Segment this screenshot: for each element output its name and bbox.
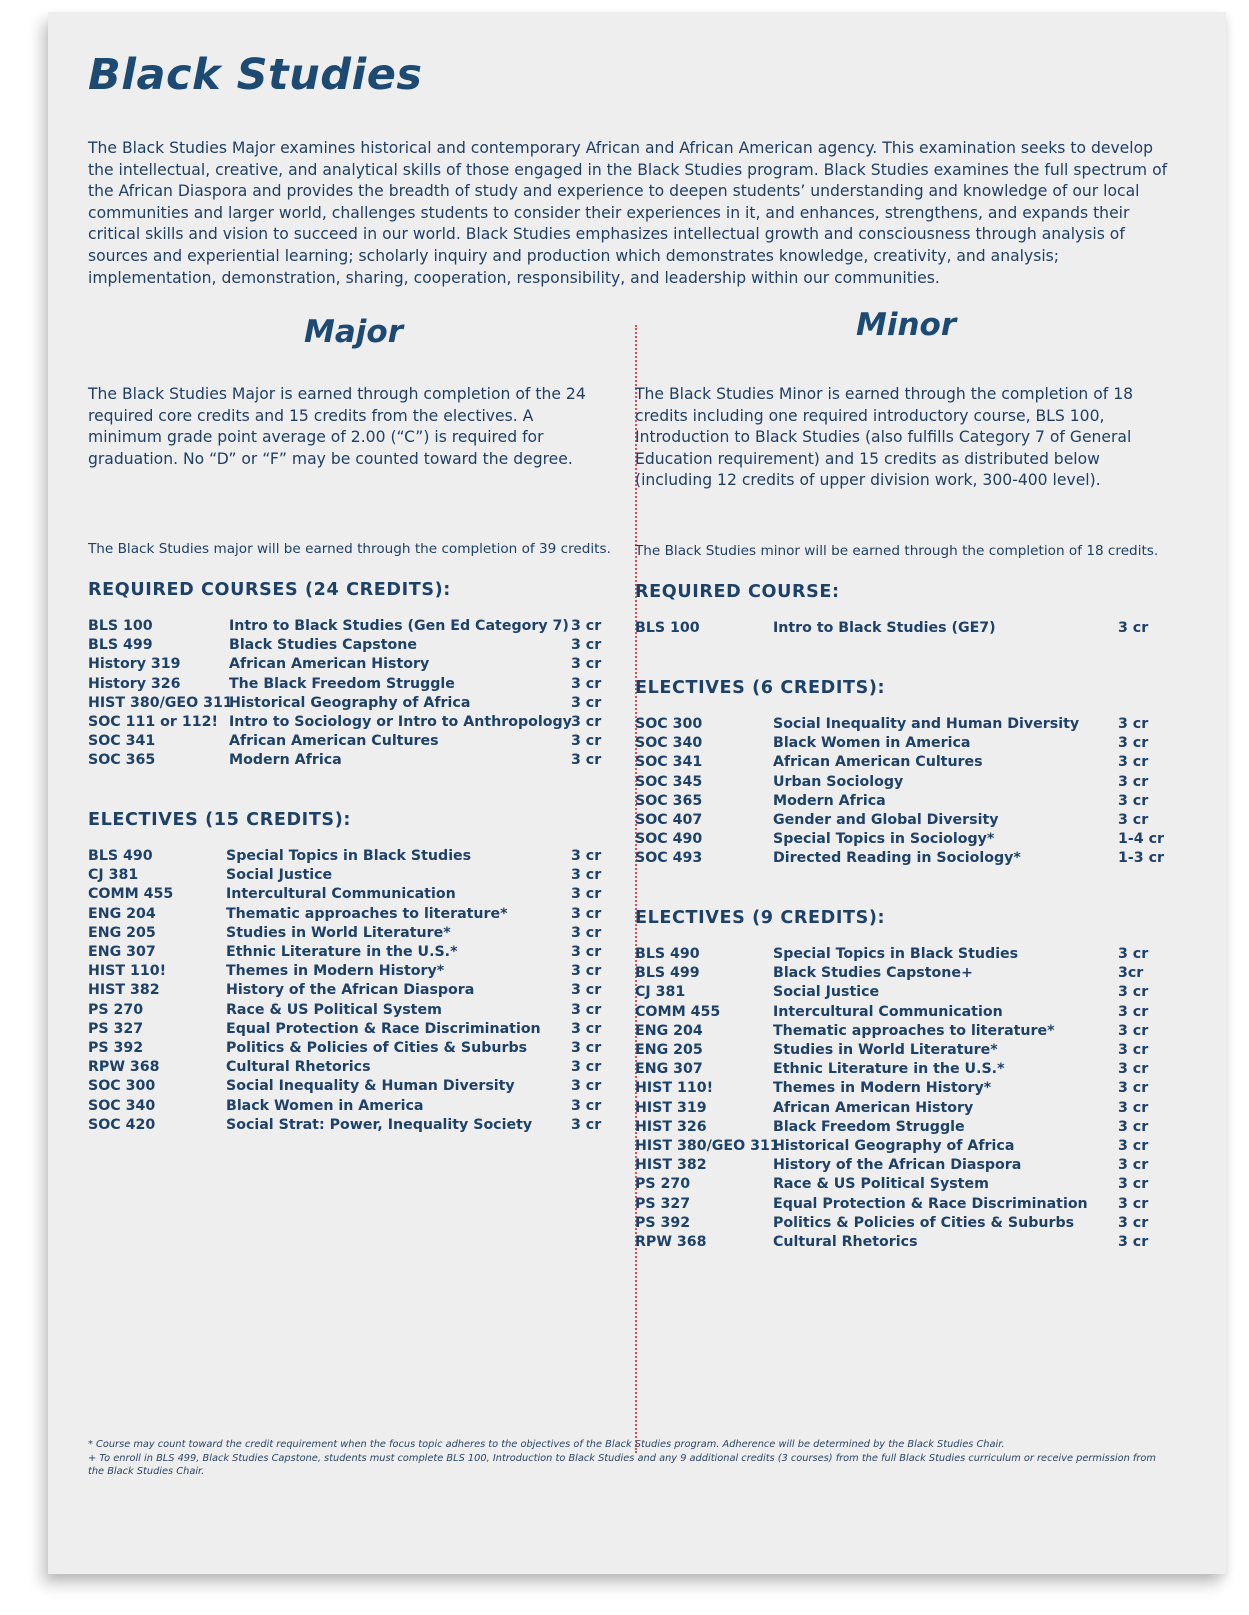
course-row [635, 1023, 1178, 1042]
course-row [635, 716, 1178, 735]
course-credits: 3 cr [571, 1078, 602, 1095]
footnotes [88, 1438, 1168, 1479]
course-row [88, 1002, 631, 1021]
course-name: Equal Protection & Race Discrimination [773, 1195, 1088, 1212]
course-credits: 3 cr [1118, 754, 1149, 771]
course-code: PS 327 [88, 1020, 144, 1037]
course-row [635, 793, 1178, 812]
course-credits: 3 cr [571, 905, 602, 922]
course-credits: 3 cr [1118, 773, 1149, 790]
course-code: ENG 205 [635, 1042, 703, 1058]
minor-electives9-heading: ELECTIVES (9 CREDITS): [635, 908, 886, 928]
course-code: SOC 345 [635, 773, 703, 790]
course-name: Politics & Policies of Cities & Suburbs [773, 1214, 1075, 1231]
course-name: Social Strat: Power, Inequality Society [226, 1116, 533, 1133]
course-credits: 3 cr [571, 618, 602, 634]
course-code: History 319 [88, 656, 181, 673]
course-name: Special Topics in Black Studies [226, 848, 472, 864]
course-code: PS 327 [635, 1195, 691, 1212]
minor-electives6-heading: ELECTIVES (6 CREDITS): [635, 678, 886, 698]
course-code: HIST 382 [88, 982, 160, 999]
major-required-heading: REQUIRED COURSES (24 CREDITS): [88, 580, 451, 600]
course-name: Intercultural Communication [773, 1003, 1003, 1020]
course-row [88, 886, 631, 905]
course-name: Themes in Modern History* [773, 1080, 992, 1097]
course-row [88, 714, 631, 733]
course-code: ENG 307 [88, 944, 156, 960]
course-credits: 3 cr [1118, 716, 1149, 732]
course-credits: 3 cr [571, 944, 602, 960]
course-credits: 3 cr [571, 733, 602, 750]
course-name: Politics & Policies of Cities & Suburbs [226, 1040, 528, 1056]
course-code: PS 270 [635, 1176, 691, 1193]
course-code: SOC 420 [88, 1116, 156, 1133]
course-name: Race & US Political System [773, 1176, 989, 1193]
course-name: Cultural Rhetorics [773, 1234, 918, 1250]
document-page [48, 12, 1226, 1574]
course-credits: 3 cr [1118, 1157, 1149, 1174]
course-row [88, 752, 631, 771]
course-code: ENG 204 [635, 1022, 703, 1039]
course-code: SOC 300 [88, 1078, 156, 1095]
course-name: Black Studies Capstone [229, 637, 417, 654]
course-row [88, 1040, 631, 1059]
course-row [88, 618, 631, 637]
course-code: CJ 381 [88, 867, 139, 884]
course-credits: 3 cr [571, 1097, 602, 1114]
course-credits: 3 cr [571, 982, 602, 999]
course-name: Directed Reading in Sociology* [773, 850, 1021, 867]
course-row [635, 1080, 1178, 1099]
minor-description: The Black Studies Minor is earned through the completion of 18 credits including one required introductory course, BLS 100, Introduction to Black Studies (also fulfills Category 7 of General Education requirement) and 15 credits as distributed below (including 12 credits of upper division work, 300-400 level). [635, 385, 1134, 490]
course-row [635, 1138, 1178, 1157]
course-credits: 3 cr [1118, 1214, 1149, 1231]
course-name: The Black Freedom Struggle [229, 675, 455, 692]
course-row [88, 944, 631, 963]
course-row [88, 1098, 631, 1117]
course-credits: 3 cr [571, 867, 602, 884]
course-name: History of the African Diaspora [773, 1157, 1022, 1174]
course-credits: 3 cr [571, 1040, 602, 1056]
course-name: Special Topics in Sociology* [773, 831, 995, 848]
course-row [88, 867, 631, 886]
course-credits: 3 cr [1118, 1234, 1149, 1250]
course-code: BLS 490 [635, 946, 700, 962]
course-row [88, 656, 631, 675]
course-name: Thematic approaches to literature* [226, 905, 508, 922]
major-completion-note: The Black Studies major will be earned through the completion of 39 credits. [88, 541, 611, 557]
course-name: African American Cultures [773, 754, 983, 771]
course-credits: 3 cr [1118, 812, 1149, 828]
course-row [635, 1100, 1178, 1119]
course-credits: 3 cr [1118, 946, 1149, 962]
course-code: BLS 499 [635, 965, 700, 982]
course-row [635, 1119, 1178, 1138]
course-row [635, 1157, 1178, 1176]
course-row [635, 850, 1178, 869]
course-name: Special Topics in Black Studies [773, 946, 1019, 962]
course-row [635, 831, 1178, 850]
course-code: SOC 341 [635, 754, 703, 771]
course-row [88, 982, 631, 1001]
minor-required-heading: REQUIRED COURSE: [635, 582, 840, 602]
course-code: PS 392 [635, 1214, 691, 1231]
course-name: Intro to Black Studies (Gen Ed Category 7) [229, 618, 569, 634]
course-credits: 3 cr [1118, 1022, 1149, 1039]
course-name: African American History [229, 656, 430, 673]
course-code: SOC 365 [635, 792, 703, 809]
course-credits: 3 cr [571, 1001, 602, 1018]
course-name: Intro to Sociology or Intro to Anthropology [229, 714, 572, 730]
column-divider [635, 325, 637, 1453]
course-code: ENG 307 [635, 1061, 703, 1078]
course-credits: 3 cr [571, 752, 602, 769]
course-code: SOC 340 [635, 735, 703, 752]
course-credits: 3 cr [1118, 792, 1149, 809]
course-name: Intro to Black Studies (GE7) [773, 620, 996, 636]
course-credits: 3 cr [1118, 1080, 1149, 1097]
course-row [635, 1004, 1178, 1023]
course-credits: 3 cr [1118, 1118, 1149, 1135]
course-code: COMM 455 [635, 1003, 721, 1020]
course-name: History of the African Diaspora [226, 982, 475, 999]
course-credits: 3 cr [1118, 735, 1149, 752]
course-row [88, 637, 631, 656]
course-code: PS 392 [88, 1040, 144, 1056]
course-code: SOC 407 [635, 812, 703, 828]
course-row [88, 906, 631, 925]
course-code: HIST 382 [635, 1157, 707, 1174]
intro-paragraph: The Black Studies Major examines historical and contemporary African and African American agency. This examination seeks to develop the intellectual, creative, and analytical skills of those engaged in the Black Studies program. Black Studies examines the full spectrum of the African Diaspora and provides the breadth of study and experience to deepen students’ understanding and knowledge of our local communities and larger world, challenges students to consider their experiences in it, and enhances, strengthens, and expands their critical skills and vision to succeed in our world. Black Studies emphasizes intellectual growth and consciousness through analysis of sources and experiential learning; scholarly inquiry and production which demonstrates knowledge, creativity, and analysis; implementation, demonstration, sharing, cooperation, responsibility, and leadership within our communities. [88, 139, 1168, 287]
course-name: Studies in World Literature* [773, 1042, 998, 1058]
course-credits: 3 cr [1118, 1061, 1149, 1078]
course-row [635, 1061, 1178, 1080]
course-code: RPW 368 [88, 1059, 160, 1076]
course-name: Race & US Political System [226, 1001, 442, 1018]
major-description: The Black Studies Major is earned through completion of the 24 required core credits and 15 credits from the electives. A minimum grade point average of 2.00 (“C”) is required for graduation. No “D” or “F” may be counted toward the degree. [88, 385, 586, 468]
course-code: RPW 368 [635, 1234, 707, 1250]
course-code: BLS 100 [635, 620, 700, 636]
course-credits: 3 cr [571, 1116, 602, 1133]
footnote-plus: + To enroll in BLS 499, Black Studies Capstone, students must complete BLS 100, Introduction to Black Studies and any 9 additional credits (3 courses) from the full Black Studies curriculum or receive permission from the Black Studies Chair. [88, 1452, 1156, 1478]
course-name: African American History [773, 1099, 974, 1116]
course-code: SOC 341 [88, 733, 156, 750]
footnote-asterisk: * Course may count toward the credit requirement when the focus topic adheres to the objectives of the Black Studies program. Adherence will be determined by the Black Studies Chair. [88, 1439, 1005, 1450]
course-code: SOC 111 or 112! [88, 714, 218, 730]
course-row [635, 735, 1178, 754]
course-name: Black Freedom Struggle [773, 1118, 965, 1135]
course-name: Gender and Global Diversity [773, 812, 999, 828]
course-row [88, 1059, 631, 1078]
course-row [635, 1234, 1178, 1253]
course-name: Social Justice [773, 984, 880, 1001]
course-row [88, 1117, 631, 1136]
course-row [635, 774, 1178, 793]
course-code: SOC 493 [635, 850, 703, 867]
course-code: SOC 365 [88, 752, 156, 769]
course-credits: 3 cr [1118, 1138, 1149, 1154]
course-credits: 3cr [1118, 965, 1144, 982]
major-electives-heading: ELECTIVES (15 CREDITS): [88, 810, 351, 830]
course-credits: 3 cr [1118, 1099, 1149, 1116]
course-code: PS 270 [88, 1001, 144, 1018]
course-row [635, 754, 1178, 773]
course-name: Black Women in America [773, 735, 971, 752]
course-code: HIST 110! [635, 1080, 714, 1097]
course-code: ENG 204 [88, 905, 156, 922]
course-credits: 3 cr [1118, 1003, 1149, 1020]
course-row [88, 1078, 631, 1097]
course-row [88, 925, 631, 944]
course-code: BLS 499 [88, 637, 153, 654]
course-credits: 3 cr [571, 675, 602, 692]
course-code: SOC 340 [88, 1097, 156, 1114]
course-row [88, 963, 631, 982]
course-row [635, 1196, 1178, 1215]
course-code: HIST 380/GEO 311 [88, 694, 233, 711]
course-credits: 3 cr [1118, 1042, 1149, 1058]
course-credits: 3 cr [571, 656, 602, 673]
course-row [635, 1176, 1178, 1195]
course-name: Equal Protection & Race Discrimination [226, 1020, 541, 1037]
page-title: Black Studies [88, 50, 423, 100]
course-credits: 3 cr [571, 886, 602, 903]
course-name: Social Justice [226, 867, 333, 884]
major-heading: Major [304, 314, 403, 350]
course-name: Historical Geography of Africa [229, 694, 471, 711]
course-row [635, 965, 1178, 984]
minor-completion-note: The Black Studies minor will be earned through the completion of 18 credits. [635, 543, 1159, 559]
course-code: BLS 490 [88, 848, 153, 864]
course-name: Black Women in America [226, 1097, 424, 1114]
course-row [88, 1021, 631, 1040]
course-row [635, 1042, 1178, 1061]
course-credits: 3 cr [571, 637, 602, 654]
course-credits: 3 cr [1118, 620, 1149, 636]
course-name: Social Inequality and Human Diversity [773, 716, 1080, 732]
course-row [88, 676, 631, 695]
course-row [88, 695, 631, 714]
course-name: African American Cultures [229, 733, 439, 750]
course-code: SOC 300 [635, 716, 703, 732]
course-code: BLS 100 [88, 618, 153, 634]
course-name: Thematic approaches to literature* [773, 1022, 1055, 1039]
course-name: Cultural Rhetorics [226, 1059, 371, 1076]
course-code: COMM 455 [88, 886, 174, 903]
course-row [635, 946, 1178, 965]
course-row [88, 733, 631, 752]
course-name: Intercultural Communication [226, 886, 456, 903]
course-name: Studies in World Literature* [226, 924, 451, 941]
course-name: Urban Sociology [773, 773, 904, 790]
course-credits: 3 cr [1118, 984, 1149, 1001]
course-credits: 3 cr [571, 848, 602, 864]
course-code: History 326 [88, 675, 181, 692]
course-credits: 3 cr [571, 1059, 602, 1076]
course-code: SOC 490 [635, 831, 703, 848]
course-credits: 3 cr [571, 963, 602, 980]
course-credits: 1-3 cr [1118, 850, 1164, 867]
course-name: Black Studies Capstone+ [773, 965, 973, 982]
course-row [635, 1215, 1178, 1234]
course-name: Social Inequality & Human Diversity [226, 1078, 515, 1095]
course-code: HIST 326 [635, 1118, 707, 1135]
course-code: HIST 319 [635, 1099, 707, 1116]
minor-heading: Minor [856, 307, 957, 343]
course-credits: 1-4 cr [1118, 831, 1164, 848]
course-name: Themes in Modern History* [226, 963, 445, 980]
course-credits: 3 cr [1118, 1176, 1149, 1193]
course-code: CJ 381 [635, 984, 686, 1001]
course-name: Modern Africa [773, 792, 886, 809]
course-code: HIST 110! [88, 963, 167, 980]
course-credits: 3 cr [571, 1020, 602, 1037]
course-credits: 3 cr [1118, 1195, 1149, 1212]
course-name: Ethnic Literature in the U.S.* [773, 1061, 1005, 1078]
course-name: Modern Africa [229, 752, 342, 769]
course-credits: 3 cr [571, 924, 602, 941]
course-credits: 3 cr [571, 714, 602, 730]
course-row [635, 812, 1178, 831]
course-name: Ethnic Literature in the U.S.* [226, 944, 458, 960]
course-code: HIST 380/GEO 311 [635, 1138, 780, 1154]
course-row [635, 984, 1178, 1003]
course-code: ENG 205 [88, 924, 156, 941]
course-name: Historical Geography of Africa [773, 1138, 1015, 1154]
course-credits: 3 cr [571, 694, 602, 711]
course-row [88, 848, 631, 867]
course-row [635, 620, 1178, 639]
